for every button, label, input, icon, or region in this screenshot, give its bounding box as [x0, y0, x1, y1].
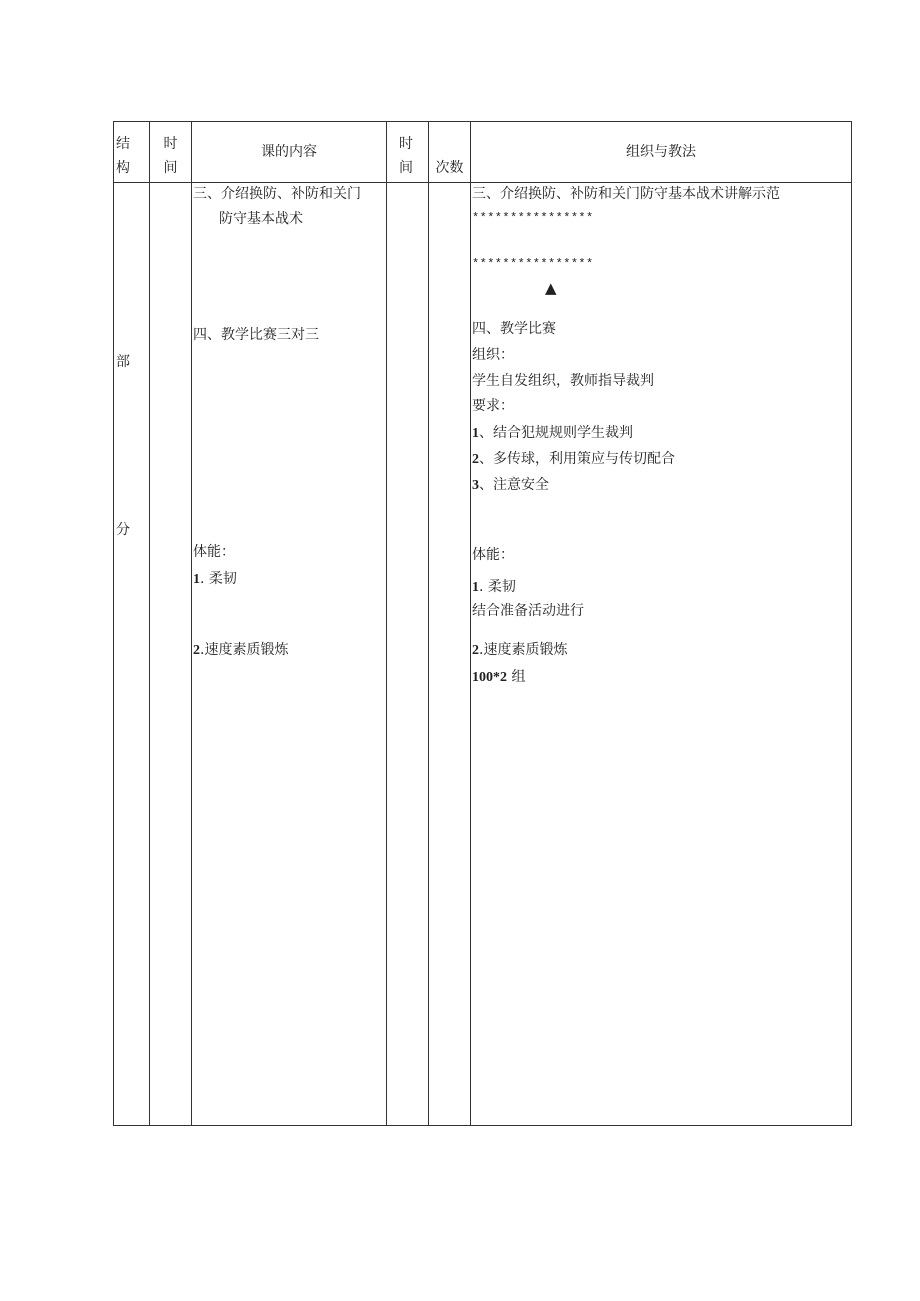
- method-req-3: [472, 476, 549, 496]
- method-req-1-num: 1: [472, 426, 479, 441]
- method-fitness-1-num: 1: [472, 580, 479, 595]
- content-fitness-2-text: .速度素质锻炼: [200, 642, 289, 658]
- student-row-2: ****************: [472, 257, 594, 271]
- header-structure-char-1: 结: [116, 136, 130, 152]
- lesson-plan-table: [113, 121, 852, 1126]
- method-fitness-2-detail-num: 100*2: [472, 670, 507, 685]
- content-fitness-2: [193, 641, 288, 661]
- body-row: [114, 183, 852, 1126]
- method-fitness-2: [472, 641, 567, 661]
- method-item3: 三、介绍换防、补防和关门防守基本战术讲解示范: [472, 186, 780, 202]
- header-time-2: [387, 122, 429, 183]
- header-time2-char-1: 时: [399, 136, 413, 152]
- method-fitness-2-text: .速度素质锻炼: [479, 642, 568, 658]
- method-req-2: [472, 450, 675, 470]
- structure-cell: [114, 183, 150, 1126]
- content-fitness-1-num: 1: [193, 572, 200, 587]
- header-method: 组织与教法: [471, 122, 852, 183]
- header-time2-char-2: 间: [399, 160, 413, 176]
- method-req-label: 要求：: [472, 398, 514, 414]
- header-count: 次数: [429, 122, 471, 183]
- content-item3-line1: 三、介绍换防、补防和关门: [193, 186, 361, 202]
- method-req-1-text: 、结合犯规规则学生裁判: [479, 425, 633, 441]
- header-time1-char-1: 时: [163, 136, 178, 152]
- method-req-2-text: 、多传球，利用策应与传切配合: [479, 451, 675, 467]
- method-org-text: 学生自发组织，教师指导裁判: [472, 373, 654, 389]
- content-fitness-2-num: 2: [193, 643, 200, 658]
- method-org-label: 组织：: [472, 347, 514, 363]
- method-req-2-num: 2: [472, 452, 479, 467]
- student-row-1: ****************: [472, 211, 594, 225]
- time-cell-1: [150, 183, 192, 1126]
- method-req-3-num: 3: [472, 478, 479, 493]
- content-fitness-1-text: . 柔韧: [200, 571, 237, 587]
- method-fitness-1-detail: 结合准备活动进行: [472, 603, 584, 619]
- time-cell-2: [387, 183, 429, 1126]
- content-item3-line2: 防守基本战术: [219, 211, 303, 227]
- teacher-marker-icon: ▲: [545, 279, 557, 297]
- header-row: [114, 122, 852, 183]
- content-item4: 四、教学比赛三对三: [193, 327, 319, 343]
- method-req-3-text: 、注意安全: [479, 477, 549, 493]
- method-fitness-2-detail-text: 组: [507, 669, 526, 685]
- method-fitness-1-text: . 柔韧: [479, 579, 516, 595]
- content-fitness-1: [193, 570, 237, 590]
- method-cell: [471, 183, 852, 1126]
- header-time-1: [150, 122, 192, 183]
- method-fitness-2-num: 2: [472, 643, 479, 658]
- count-cell: [429, 183, 471, 1126]
- method-req-1: [472, 424, 633, 444]
- method-fitness-1: [472, 578, 516, 598]
- header-content: 课的内容: [192, 122, 387, 183]
- header-time1-char-2: 间: [163, 160, 178, 176]
- structure-char-bu: 部: [116, 354, 130, 370]
- method-fitness-label: 体能：: [472, 547, 514, 563]
- method-item4: 四、教学比赛: [472, 321, 556, 337]
- method-fitness-2-detail: [472, 668, 525, 688]
- header-structure-char-2: 构: [116, 160, 130, 176]
- structure-char-fen: 分: [116, 522, 130, 538]
- content-cell: [192, 183, 387, 1126]
- header-structure: [114, 122, 150, 183]
- content-fitness-label: 体能：: [193, 544, 235, 560]
